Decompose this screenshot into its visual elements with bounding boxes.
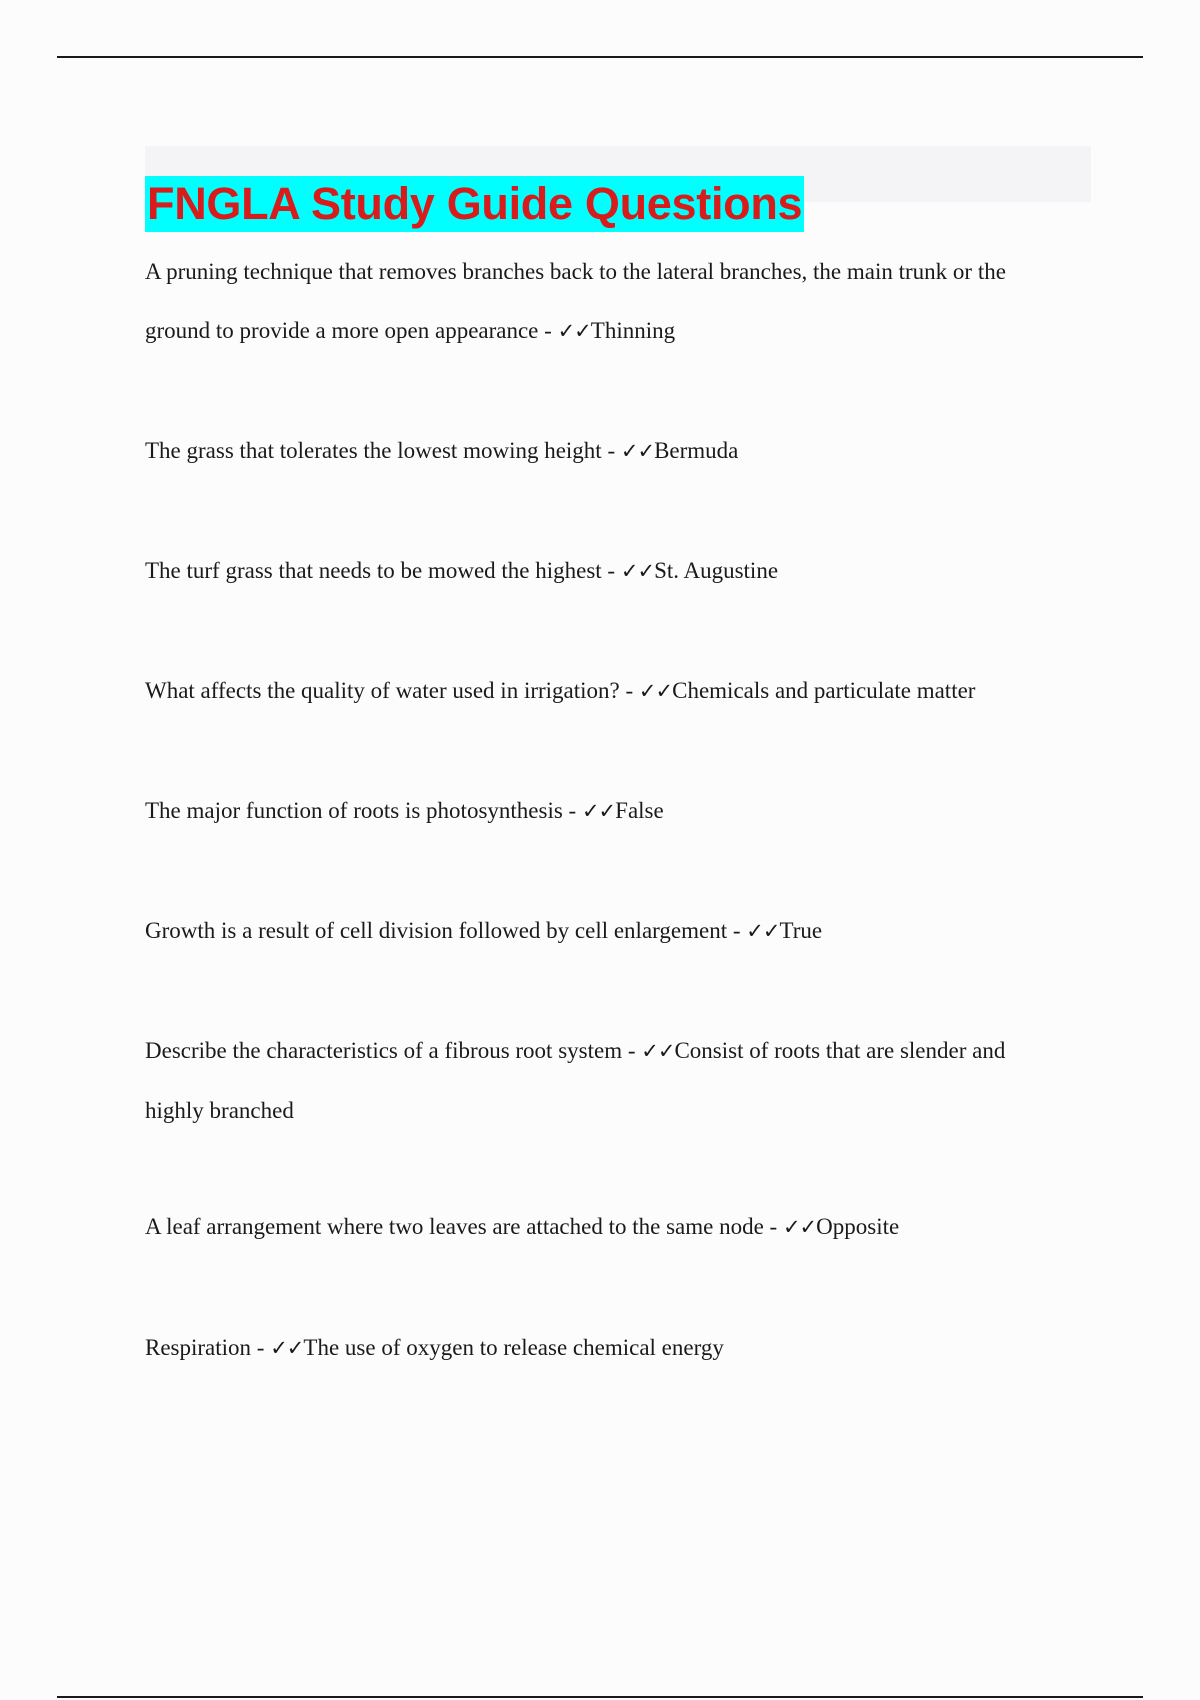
header-rule [57,56,1143,58]
question-text: A pruning technique that removes branches back to the lateral branches, the main trunk or the ground to provide a more open appearance - [145,259,1006,343]
question-text: The turf grass that needs to be mowed the highest - [145,558,621,583]
qa-item [145,661,1065,721]
double-check-icon: ✓✓ [581,799,616,823]
answer-text: Consist of roots that are slender and highly branched [145,1038,1006,1123]
question-text: A leaf arrangement where two leaves are attached to the same node - [145,1214,783,1239]
qa-item [145,541,1065,601]
footer-rule [57,1696,1143,1698]
double-check-icon: ✓✓ [557,319,591,343]
answer-text: Bermuda [654,438,739,463]
double-check-icon: ✓✓ [620,439,655,463]
answer-text: False [615,798,664,823]
answer-text: Chemicals and particulate matter [672,678,976,703]
question-text: The major function of roots is photosynthesis - [145,798,582,823]
qa-item [145,421,1065,481]
question-text: Growth is a result of cell division followed by cell enlargement - [145,918,747,943]
qa-item [145,242,1065,361]
double-check-icon: ✓✓ [620,559,655,583]
double-check-icon: ✓✓ [782,1215,817,1239]
double-check-icon: ✓✓ [641,1039,675,1063]
qa-item [145,901,1065,961]
answer-text: True [779,918,823,943]
qa-item [145,1197,1065,1257]
qa-item [145,781,1065,841]
double-check-icon: ✓✓ [638,679,673,703]
double-check-icon: ✓✓ [270,1336,304,1360]
qa-item [145,1318,1065,1378]
question-text: Respiration - [145,1335,271,1360]
answer-text: Thinning [590,318,676,343]
answer-text: The use of oxygen to release chemical energy [303,1335,724,1360]
answer-text: St. Augustine [654,558,779,583]
qa-item [145,1021,1065,1140]
answer-text: Opposite [816,1214,900,1239]
question-text: Describe the characteristics of a fibrous root system - [145,1038,642,1063]
question-text: The grass that tolerates the lowest mowing height - [145,438,621,463]
page-title: FNGLA Study Guide Questions [145,176,804,232]
double-check-icon: ✓✓ [746,919,780,943]
question-text: What affects the quality of water used in irrigation? - [145,678,639,703]
